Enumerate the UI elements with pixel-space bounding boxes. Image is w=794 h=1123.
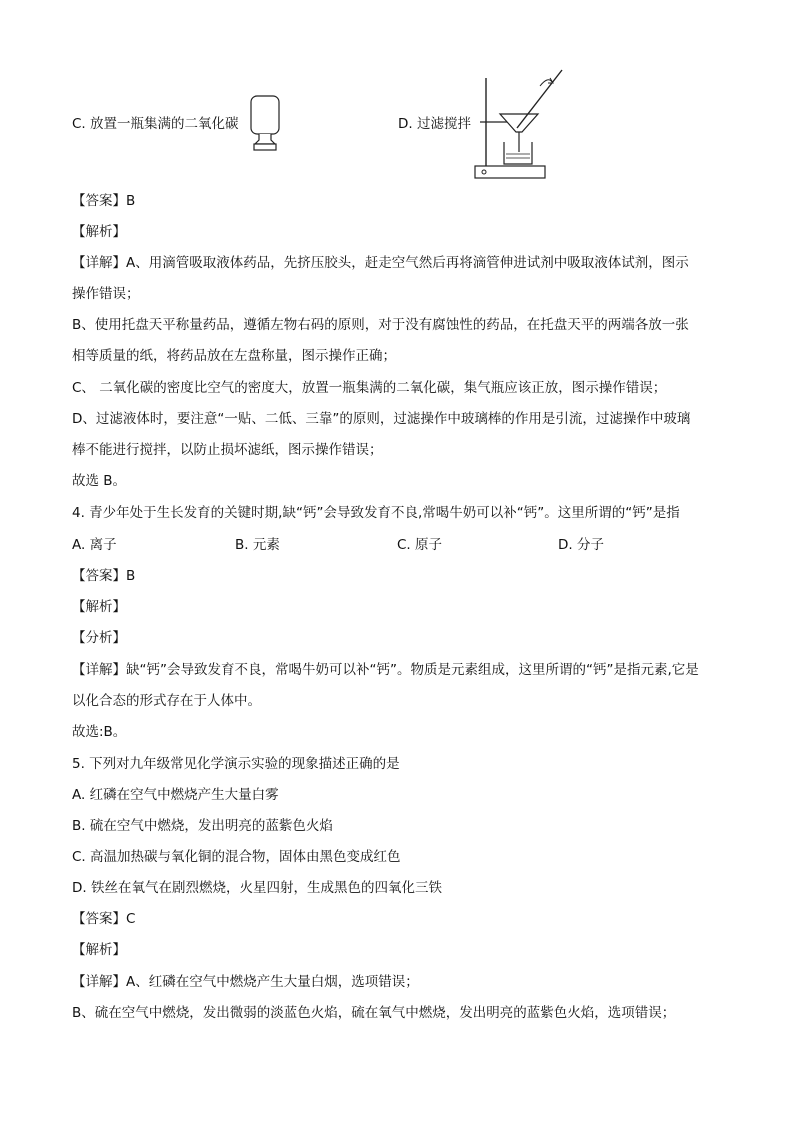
q4-option-b: B. 元素	[235, 537, 280, 553]
option-c-label: C. 放置一瓶集满的二氧化碳	[72, 116, 239, 132]
q3-detail-a-1: 【详解】A、用滴管吸取液体药品，先挤压胶头，赶走空气然后再将滴管伸进试剂中吸取液体试剂，图示	[72, 255, 689, 271]
q5-detail-b: B、硫在空气中燃烧，发出微弱的淡蓝色火焰，硫在氧气中燃烧，发出明亮的蓝紫色火焰，选项错误；	[72, 1005, 676, 1021]
q3-detail-c: C、 二氧化碳的密度比空气的密度大，放置一瓶集满的二氧化碳，集气瓶应该正放，图示操作错误；	[72, 380, 667, 396]
q4-conclusion: 故选:B。	[72, 724, 127, 740]
q5-option-c: C. 高温加热碳与氧化铜的混合物，固体由黑色变成红色	[72, 849, 401, 865]
q3-analysis-tag: 【解析】	[72, 224, 126, 240]
q5-option-d: D. 铁丝在氧气在剧烈燃烧，火星四射，生成黑色的四氧化三铁	[72, 880, 442, 896]
q4-option-a: A. 离子	[72, 537, 117, 553]
filtration-apparatus-illustration	[470, 66, 570, 184]
q3-detail-d-1: D、过滤液体时，要注意“一贴、二低、三靠”的原则，过滤操作中玻璃棒的作用是引流，过滤操作中玻璃	[72, 411, 691, 427]
q3-detail-a-2: 操作错误；	[72, 286, 140, 302]
q4-detail-1: 【详解】缺“钙”会导致发育不良，常喝牛奶可以补“钙”。物质是元素组成，这里所谓的“钙”是指元素,它是	[72, 662, 699, 678]
q3-answer: 【答案】B	[72, 193, 136, 209]
q3-conclusion: 故选 B。	[72, 473, 127, 489]
q3-detail-b-2: 相等质量的纸，将药品放在左盘称量，图示操作正确；	[72, 348, 396, 364]
q5-analysis-tag: 【解析】	[72, 942, 126, 958]
q4-detail-2: 以化合态的形式存在于人体中。	[72, 693, 261, 709]
q5-answer: 【答案】C	[72, 911, 136, 927]
q4-stem: 4. 青少年处于生长发育的关键时期,缺“钙”会导致发育不良,常喝牛奶可以补“钙”。这里所谓的“钙”是指	[72, 505, 680, 521]
q4-analysis-tag: 【解析】	[72, 599, 126, 615]
q4-option-d: D. 分子	[558, 537, 604, 553]
q3-detail-d-2: 棒不能进行搅拌，以防止损坏滤纸，图示操作错误；	[72, 442, 383, 458]
q4-option-c: C. 原子	[397, 537, 443, 553]
option-d-label: D. 过滤搅拌	[398, 116, 471, 132]
q5-option-b: B. 硫在空气中燃烧，发出明亮的蓝紫色火焰	[72, 818, 333, 834]
gas-bottle-upside-down-illustration	[246, 94, 286, 156]
q4-answer: 【答案】B	[72, 568, 136, 584]
q5-stem: 5. 下列对九年级常见化学演示实验的现象描述正确的是	[72, 756, 400, 772]
q4-fenxi-tag: 【分析】	[72, 630, 126, 646]
q5-option-a: A. 红磷在空气中燃烧产生大量白雾	[72, 787, 279, 803]
q5-detail-a: 【详解】A、红磷在空气中燃烧产生大量白烟，选项错误；	[72, 974, 419, 990]
q3-detail-b-1: B、使用托盘天平称量药品，遵循左物右码的原则，对于没有腐蚀性的药品，在托盘天平的两端各放一张	[72, 317, 689, 333]
